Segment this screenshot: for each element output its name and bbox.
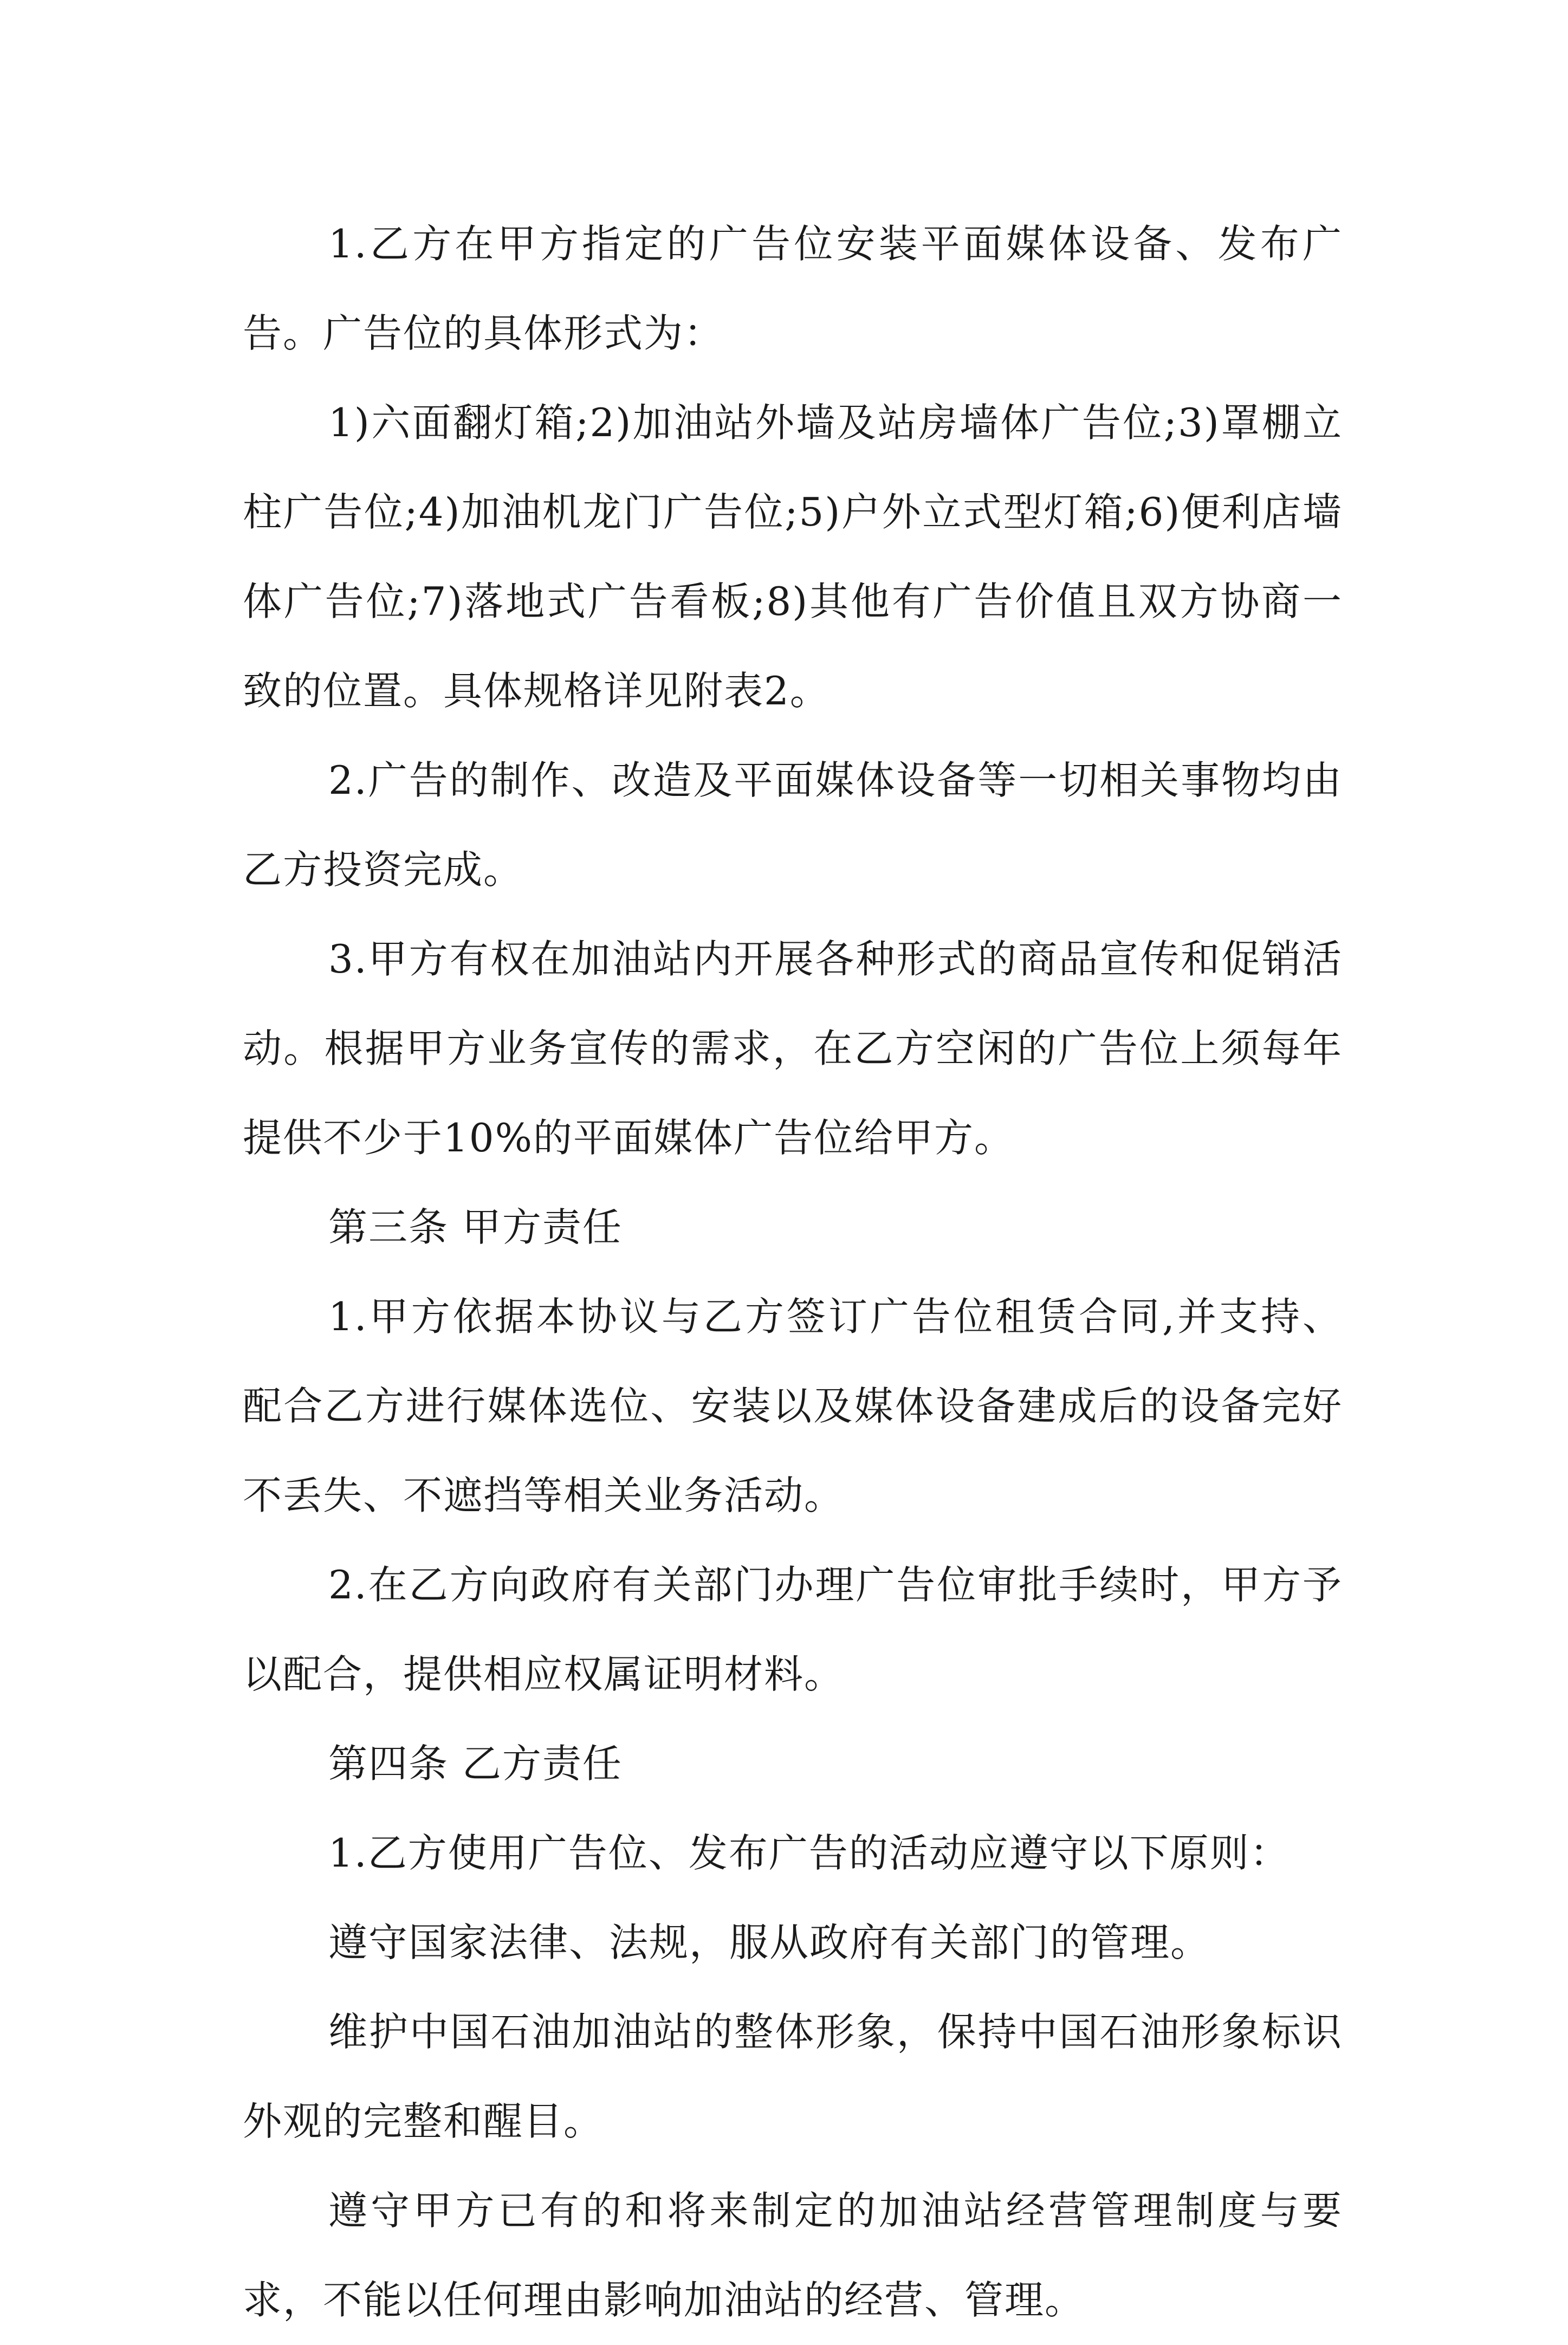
clause-paragraph: 3.甲方有权在加油站内开展各种形式的商品宣传和促销活动。根据甲方业务宣传的需求，在乙方空闲的广告位上须每年提供不少于10%的平面媒体广告位给甲方。	[243, 936, 1343, 1161]
article-heading: 第四条 乙方责任	[328, 1741, 623, 1786]
clause-paragraph: 2.广告的制作、改造及平面媒体设备等一切相关事物均由乙方投资完成。	[243, 757, 1343, 892]
clause-paragraph: 维护中国石油加油站的整体形象，保持中国石油形象标识外观的完整和醒目。	[243, 2009, 1343, 2144]
document-body	[243, 199, 1343, 2345]
clause-paragraph: 1)六面翻灯箱;2)加油站外墙及站房墙体广告位;3)罩棚立柱广告位;4)加油机龙门广告位;5)户外立式型灯箱;6)便利店墙体广告位;7)落地式广告看板;8)其他有广告价值且双方协商一致的位置。具体规格详见附表2。	[243, 400, 1343, 714]
clause-paragraph: 1.乙方使用广告位、发布广告的活动应遵守以下原则：	[328, 1830, 1290, 1876]
clause-paragraph: 遵守国家法律、法规，服从政府有关部门的管理。	[328, 1920, 1211, 1965]
clause-paragraph: 2.在乙方向政府有关部门办理广告位审批手续时，甲方予以配合，提供相应权属证明材料。	[243, 1562, 1343, 1697]
article-heading: 第三条 甲方责任	[328, 1204, 623, 1250]
clause-paragraph: 1.甲方依据本协议与乙方签订广告位租赁合同,并支持、配合乙方进行媒体选位、安装以及媒体设备建成后的设备完好不丢失、不遮挡等相关业务活动。	[243, 1294, 1343, 1518]
clause-paragraph: 遵守甲方已有的和将来制定的加油站经营管理制度与要求，不能以任何理由影响加油站的经营、管理。	[243, 2188, 1343, 2323]
clause-paragraph: 1.乙方在甲方指定的广告位安装平面媒体设备、发布广告。广告位的具体形式为：	[243, 221, 1343, 356]
